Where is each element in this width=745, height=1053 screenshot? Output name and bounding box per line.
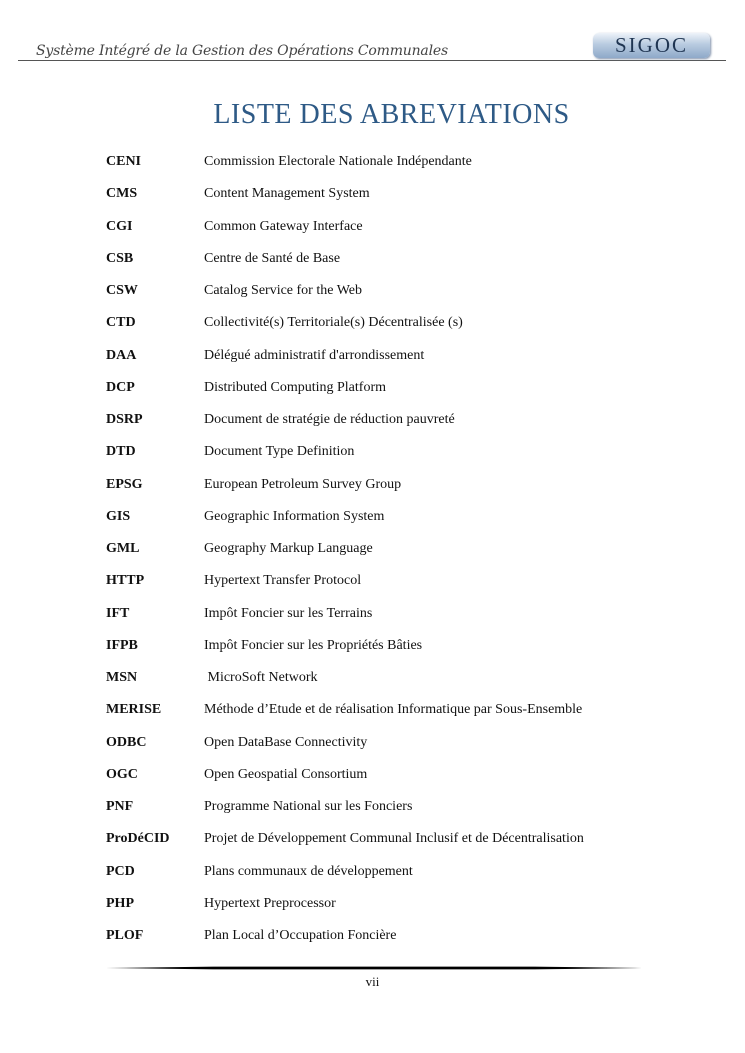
abbreviation-row — [106, 823, 666, 855]
abbreviation-row — [106, 791, 666, 823]
abbreviation-term: EPSG — [106, 476, 143, 492]
abbreviation-definition: Délégué administratif d'arrondissement — [204, 347, 425, 363]
abbreviation-definition: Document Type Definition — [204, 444, 355, 460]
abbreviation-term: IFPB — [106, 637, 138, 653]
abbreviation-row — [106, 275, 666, 307]
abbreviation-row — [106, 630, 666, 662]
abbreviation-row — [106, 146, 666, 178]
abbreviation-row — [106, 501, 666, 533]
logo-text: SIGOC — [614, 33, 688, 57]
abbreviation-row — [106, 404, 666, 436]
abbreviation-definition: Content Management System — [204, 186, 370, 202]
abbreviation-row — [106, 211, 666, 243]
abbreviation-term: CGI — [106, 218, 133, 234]
abbreviation-row — [106, 436, 666, 468]
abbreviation-term: ProDéCID — [106, 831, 170, 847]
abbreviation-row — [106, 372, 666, 404]
header-title: Système Intégré de la Gestion des Opérations Communales — [36, 43, 448, 59]
abbreviation-list — [106, 146, 666, 952]
abbreviation-definition: Catalog Service for the Web — [204, 283, 363, 299]
abbreviation-definition: Geography Markup Language — [204, 541, 373, 557]
abbreviation-row — [106, 533, 666, 565]
abbreviation-term: HTTP — [106, 573, 145, 589]
abbreviation-row — [106, 565, 666, 597]
page-number: vii — [365, 974, 380, 989]
abbreviation-row — [106, 920, 666, 952]
abbreviation-definition: Distributed Computing Platform — [204, 379, 386, 395]
abbreviation-definition: Common Gateway Interface — [204, 218, 363, 234]
abbreviation-term: MERISE — [106, 702, 162, 718]
abbreviation-term: IFT — [106, 605, 130, 621]
abbreviation-term: PNF — [106, 799, 134, 815]
abbreviation-term: DSRP — [106, 412, 143, 428]
abbreviation-term: ODBC — [106, 734, 147, 750]
abbreviation-row — [106, 598, 666, 630]
page-title: LISTE DES ABREVIATIONS — [213, 99, 570, 130]
abbreviation-definition: Geographic Information System — [204, 508, 385, 524]
abbreviation-definition: Commission Electorale Nationale Indépendante — [204, 154, 472, 170]
abbreviation-definition: Plans communaux de développement — [204, 863, 413, 879]
abbreviation-term: MSN — [106, 670, 138, 686]
abbreviation-row — [106, 178, 666, 210]
abbreviation-term: CENI — [106, 154, 142, 170]
abbreviation-definition: Projet de Développement Communal Inclusif et de Décentralisation — [204, 831, 584, 847]
abbreviation-definition: Plan Local d’Occupation Foncière — [204, 928, 397, 944]
abbreviation-definition: Impôt Foncier sur les Terrains — [204, 605, 373, 621]
abbreviation-definition: Document de stratégie de réduction pauvreté — [204, 412, 455, 428]
abbreviation-term: CMS — [106, 186, 138, 202]
header-divider — [18, 60, 726, 61]
abbreviation-row — [106, 307, 666, 339]
abbreviation-term: PLOF — [106, 928, 144, 944]
abbreviation-term: GIS — [106, 508, 131, 524]
abbreviation-definition: Open DataBase Connectivity — [204, 734, 368, 750]
abbreviation-term: OGC — [106, 766, 138, 782]
abbreviation-term: DCP — [106, 379, 135, 395]
abbreviation-row — [106, 856, 666, 888]
abbreviation-row — [106, 662, 666, 694]
abbreviation-term: PHP — [106, 895, 134, 911]
abbreviation-row — [106, 243, 666, 275]
footer-divider — [106, 966, 642, 970]
abbreviation-term: DAA — [106, 347, 137, 363]
abbreviation-row — [106, 694, 666, 726]
abbreviation-term: PCD — [106, 863, 135, 879]
abbreviation-definition: Collectivité(s) Territoriale(s) Décentralisée (s) — [204, 315, 463, 331]
abbreviation-definition: Méthode d’Etude et de réalisation Informatique par Sous-Ensemble — [204, 702, 583, 718]
abbreviation-definition: Hypertext Transfer Protocol — [204, 573, 362, 589]
sigoc-logo — [593, 33, 710, 58]
abbreviation-row — [106, 340, 666, 372]
abbreviation-definition: Open Geospatial Consortium — [204, 766, 368, 782]
abbreviation-definition: Programme National sur les Fonciers — [204, 799, 413, 815]
abbreviation-row — [106, 727, 666, 759]
abbreviation-row — [106, 759, 666, 791]
abbreviation-row — [106, 469, 666, 501]
abbreviation-definition: MicroSoft Network — [204, 670, 318, 686]
abbreviation-term: GML — [106, 541, 140, 557]
abbreviation-row — [106, 888, 666, 920]
abbreviation-definition: Impôt Foncier sur les Propriétés Bâties — [204, 637, 423, 653]
abbreviation-term: CSB — [106, 250, 134, 266]
abbreviation-term: CTD — [106, 315, 136, 331]
abbreviation-term: CSW — [106, 283, 138, 299]
abbreviation-definition: Centre de Santé de Base — [204, 250, 341, 266]
abbreviation-definition: European Petroleum Survey Group — [204, 476, 402, 492]
abbreviation-definition: Hypertext Preprocessor — [204, 895, 336, 911]
abbreviation-term: DTD — [106, 444, 136, 460]
